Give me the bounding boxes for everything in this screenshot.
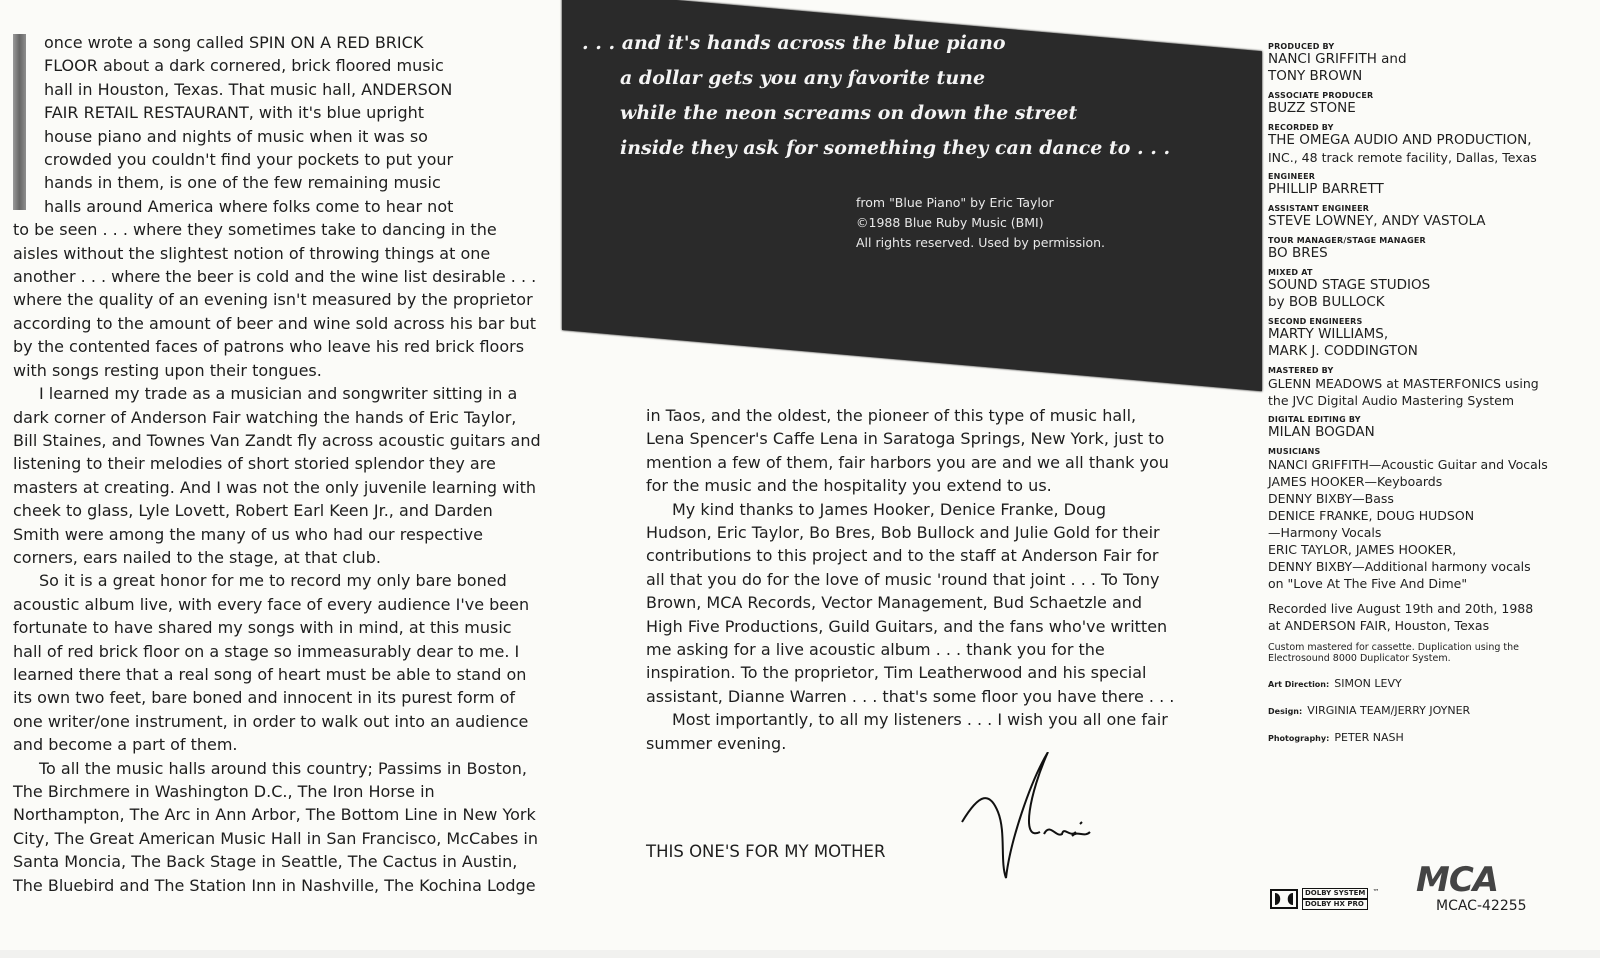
credit-musicians — [1268, 447, 1588, 592]
liner-notes-left-column — [13, 31, 543, 897]
quote-line: while the neon screams on down the street — [620, 102, 1078, 124]
paragraph-3: So it is a great honor for me to record my only bare boned acoustic album live, with every face of every audience I've been fortunate to have shared my songs with in mind, at this music hall of red brick floor on a stage so immeasurably dear to me. I learned there that a real song of heart must be able to stand on its own two feet, bare boned and innocent in its purest form of one writer/one instrument, in order to walk out into an audience and become a part of them. — [13, 571, 530, 755]
paragraph-4: To all the music halls around this country; Passims in Boston, The Birchmere in Washington D.C., The Iron Horse in Northampton, The Arc in Ann Arbor, The Bottom Line in New York City, The Great American Music Hall in San Francisco, McCabes in Santa Moncia, The Back Stage in Seattle, The Cactus in Austin, The Bluebird and The Station Inn in Nashville, The Kochina Lodge — [13, 758, 538, 895]
credit-value: MARK J. CODDINGTON — [1268, 343, 1418, 359]
recorded-live-line: Recorded live August 19th and 20th, 1988 — [1268, 601, 1534, 616]
credit-value: NANCI GRIFFITH—Acoustic Guitar and Vocals — [1268, 457, 1548, 472]
credit-label: SECOND ENGINEERS — [1268, 317, 1363, 326]
quote-line: inside they ask for something they can dance to . . . — [620, 137, 1171, 159]
quote-credit — [856, 193, 1105, 253]
credit-label: RECORDED BY — [1268, 123, 1334, 132]
cassette-note-line: Electrosound 8000 Duplicator System. — [1268, 653, 1451, 664]
credit-value: DENNY BIXBY—Bass — [1268, 491, 1394, 506]
credit-design — [1268, 699, 1588, 718]
quote-credit-line: from "Blue Piano" by Eric Taylor — [856, 195, 1054, 210]
paragraph-5: in Taos, and the oldest, the pioneer of this type of music hall, Lena Spencer's Caffe Lena in Saratoga Springs, New York, just to mention a few of them, fair harbors you are and we all thank you for the music and the hospitality you extend to us. — [646, 406, 1169, 496]
credit-produced-by — [1268, 42, 1588, 85]
credit-value: ERIC TAYLOR, JAMES HOOKER, — [1268, 542, 1457, 557]
credit-mixed-at — [1268, 268, 1588, 311]
recorded-live-line: at ANDERSON FAIR, Houston, Texas — [1268, 618, 1490, 633]
credit-value: JAMES HOOKER—Keyboards — [1268, 474, 1443, 489]
opening-line: crowded you couldn't find your pockets to put your — [44, 150, 454, 170]
credit-value: NANCI GRIFFITH and — [1268, 51, 1407, 67]
credit-value: STEVE LOWNEY, ANDY VASTOLA — [1268, 213, 1486, 229]
dolby-logo — [1270, 888, 1379, 910]
credit-value: GLENN MEADOWS at MASTERFONICS using — [1268, 376, 1539, 391]
credit-second-engineers — [1268, 317, 1588, 360]
credit-label: ENGINEER — [1268, 172, 1316, 181]
credit-value: DENNY BIXBY—Additional harmony vocals — [1268, 559, 1531, 574]
signature — [960, 752, 1120, 896]
credit-value: —Harmony Vocals — [1268, 525, 1382, 540]
cassette-note — [1268, 642, 1588, 664]
credit-value: THE OMEGA AUDIO AND PRODUCTION, — [1268, 132, 1532, 148]
credit-label: TOUR MANAGER/STAGE MANAGER — [1268, 236, 1426, 245]
opening-lines — [13, 31, 543, 218]
opening-line: house piano and nights of music when it was so — [44, 126, 428, 146]
credit-label: ASSISTANT ENGINEER — [1268, 204, 1370, 213]
opening-line: halls around America where folks come to hear not — [44, 196, 454, 216]
credit-assistant-engineer — [1268, 204, 1588, 230]
credit-value: BO BRES — [1268, 245, 1328, 261]
credit-art-direction — [1268, 672, 1588, 691]
quote-credit-line: ©1988 Blue Ruby Music (BMI) — [856, 215, 1044, 230]
dolby-label: DOLBY SYSTEM — [1302, 888, 1368, 899]
opening-line: hall in Houston, Texas. That music hall, ANDERSON — [44, 79, 453, 99]
credit-digital-editing — [1268, 415, 1588, 441]
credit-value: on "Love At The Five And Dime" — [1268, 576, 1468, 591]
opening-line: FAIR RETAIL RESTAURANT, with it's blue upright — [44, 103, 425, 123]
credit-value: INC., 48 track remote facility, Dallas, Texas — [1268, 150, 1537, 165]
opening-line: once wrote a song called SPIN ON A RED BRICK — [44, 33, 424, 52]
credit-value: PHILLIP BARRETT — [1268, 181, 1384, 197]
quote-credit-line: All rights reserved. Used by permission. — [856, 235, 1105, 250]
quote-line: . . . and it's hands across the blue piano — [582, 32, 1006, 54]
cassette-note-line: Custom mastered for cassette. Duplication using the — [1268, 642, 1519, 653]
credit-photography — [1268, 726, 1588, 745]
credit-label: MIXED AT — [1268, 268, 1313, 277]
credit-value: DENICE FRANKE, DOUG HUDSON — [1268, 508, 1475, 523]
credit-value: SOUND STAGE STUDIOS — [1268, 277, 1431, 293]
credit-label: Design: — [1268, 707, 1303, 716]
dolby-double-d-icon — [1270, 889, 1298, 909]
credit-label: PRODUCED BY — [1268, 42, 1335, 51]
dolby-label: DOLBY HX PRO — [1302, 899, 1368, 910]
credit-value: VIRGINIA TEAM/JERRY JOYNER — [1307, 704, 1471, 717]
quote-line: a dollar gets you any favorite tune — [620, 67, 986, 89]
credit-value: PETER NASH — [1334, 731, 1404, 744]
credit-mastered-by — [1268, 366, 1588, 409]
credit-label: MUSICIANS — [1268, 447, 1321, 456]
paragraph-1-rest: to be seen . . . where they sometimes take to dancing in the aisles without the slightest notion of throwing things at one another . . . where the beer is cold and the wine list desirable . . . where the quality of an evening isn't measured by the proprietor according to the amount of beer and wine sold across his bar but by the contented faces of patrons who leave his red brick floors with songs resting upon their tongues. — [13, 220, 537, 380]
credit-associate-producer — [1268, 91, 1588, 117]
paragraph-6: My kind thanks to James Hooker, Denice Franke, Doug Hudson, Eric Taylor, Bo Bres, Bob Bullock and Julie Gold for their contributions to this project and to the staff at Anderson Fair for all that you do for the love of music 'round that joint . . . To Tony Brown, MCA Records, Vector Management, Bud Schaetzle and High Five Productions, Guild Guitars, and the fans who've written me asking for a live acoustic album . . . thank you for the inspiration. To the proprietor, Tim Leatherwood and his special assistant, Dianne Warren . . . that's some floor you have there . . . — [646, 499, 1175, 706]
credit-value: MILAN BOGDAN — [1268, 424, 1375, 440]
song-quote — [582, 26, 1171, 166]
credit-value: MARTY WILLIAMS, — [1268, 326, 1389, 342]
credit-recorded-by — [1268, 123, 1588, 166]
credit-value: the JVC Digital Audio Mastering System — [1268, 393, 1515, 408]
credit-engineer — [1268, 172, 1588, 198]
credit-value: SIMON LEVY — [1334, 677, 1402, 690]
credit-tour-manager — [1268, 236, 1588, 262]
catalog-number: MCAC-42255 — [1436, 898, 1527, 914]
dedication: THIS ONE'S FOR MY MOTHER — [646, 842, 886, 861]
scan-edge — [0, 950, 1600, 958]
credits-column — [1268, 36, 1588, 745]
credit-label: Photography: — [1268, 734, 1330, 743]
paragraph-7: Most importantly, to all my listeners . . . I wish you all one fair summer evening. — [646, 710, 1168, 753]
credit-label: MASTERED BY — [1268, 366, 1334, 375]
opening-line: FLOOR about a dark cornered, brick floored music — [44, 56, 444, 76]
recorded-live-note — [1268, 600, 1588, 634]
credit-value: BUZZ STONE — [1268, 100, 1356, 116]
credit-value: TONY BROWN — [1268, 68, 1363, 84]
opening-line: hands in them, is one of the few remaining music — [44, 173, 441, 193]
mca-logo: MCA — [1416, 860, 1499, 900]
credit-label: ASSOCIATE PRODUCER — [1268, 91, 1374, 100]
liner-notes-middle-column — [646, 404, 1176, 755]
credit-label: Art Direction: — [1268, 680, 1330, 689]
credit-label: DIGITAL EDITING BY — [1268, 415, 1361, 424]
credit-value: by BOB BULLOCK — [1268, 294, 1385, 310]
dolby-trademark: ™ — [1372, 888, 1380, 896]
paragraph-2: I learned my trade as a musician and songwriter sitting in a dark corner of Anderson Fair watching the hands of Eric Taylor, Bill Staines, and Townes Van Zandt fly across acoustic guitars and listening to their melodies of short storied splendor they are masters at creating. And I was not the only juvenile learning with cheek to glass, Lyle Lovett, Robert Earl Keen Jr., and Darden Smith were among the many of us who had our respective corners, ears nailed to the stage, at that club. — [13, 384, 541, 567]
